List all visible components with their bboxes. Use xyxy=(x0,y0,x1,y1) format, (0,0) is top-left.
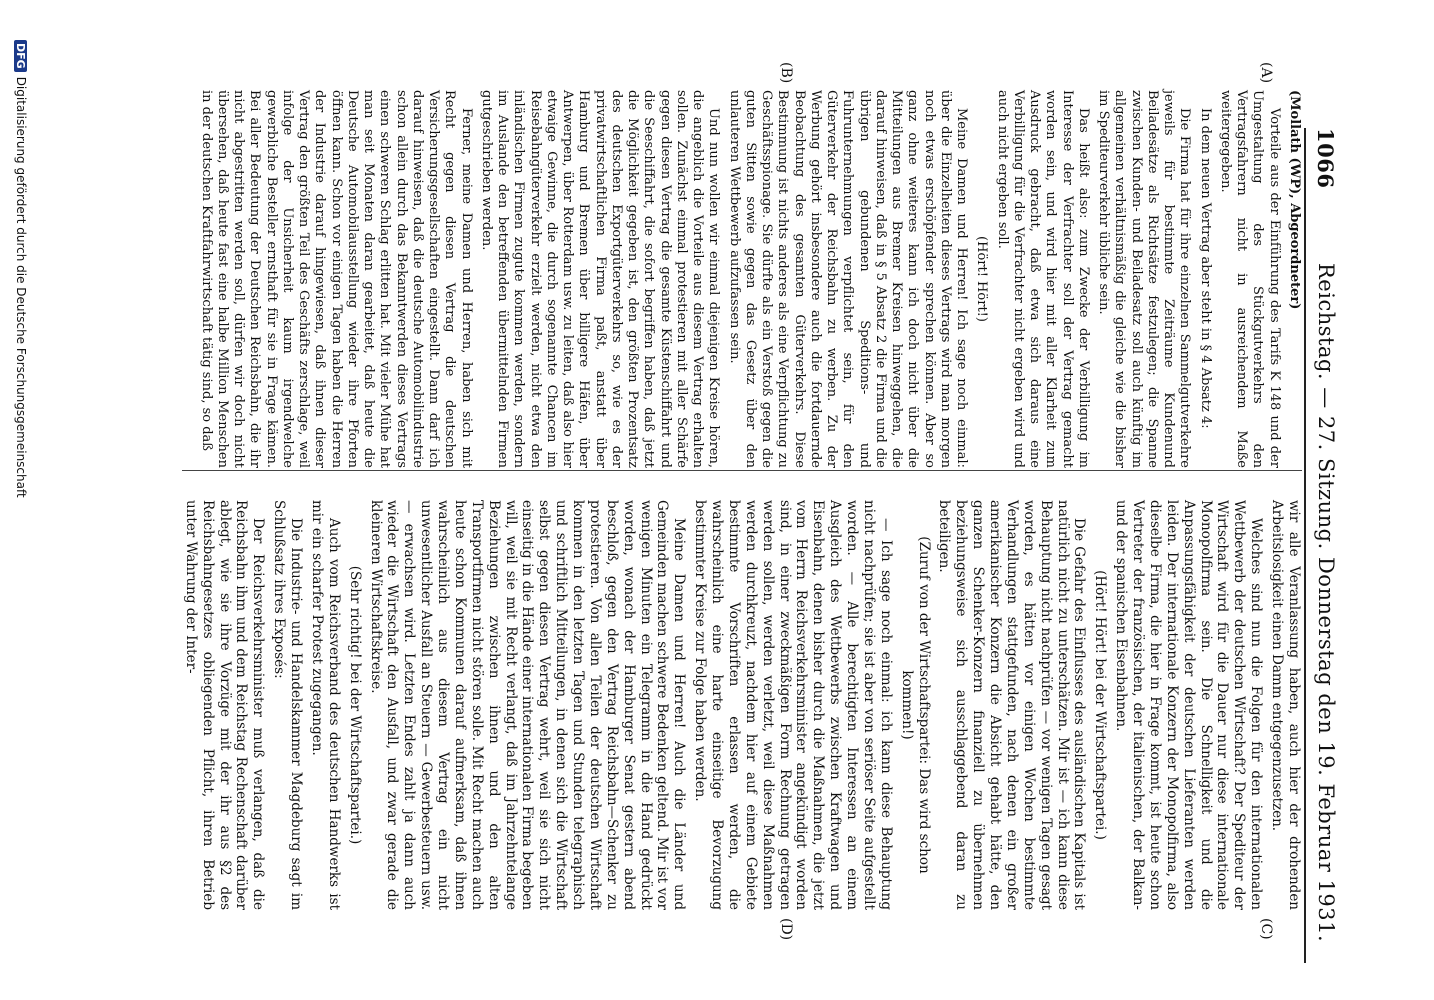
digitization-note-text: Digitalisierung gefördert durch die Deutsche Forschungsgemeinschaft xyxy=(14,76,28,498)
paragraph: (Sehr richtig! bei der Wirtschaftspartei.) xyxy=(346,565,363,845)
paragraph: Auch vom Reichsverband des deutschen Handwerks ist mir ein scharfer Protest zugegangen. xyxy=(309,500,342,910)
header-rule xyxy=(1304,128,1306,963)
paragraph: Meine Damen und Herren! Ich sage noch einmal: über die Einzelheiten dieses Vertrags wird man morgen noch etwas erschöpfender sprechen können. Aber so ganz ohne weiteres kann ich doch nicht über die Mitteilungen aus Bremer Kreisen hinweggehen, die darauf hinweisen, daß in § 5 Absatz 2 die Firma und die übrigen gebundenen Speditions- und Fuhrunternehmungen verpflichtet sein, für den Güterverkehr der Reichsbahn zu werben. Zu der Werbung gehört insbesondere auch die fortdauernde Beobachtung des gesamten Güterverkehrs. Diese Bestimmung ist nichts anderes als eine Verpflichtung zu Geschäftsspionage. Sie dürfte als ein Verstoß gegen die guten Sitten sowie gegen das Gesetz über den unlauteren Wettbewerb aufzufassen sein. xyxy=(726,90,970,468)
paragraph: (Zuruf von der Wirtschaftspartei: Das wird schon kommen!) xyxy=(898,536,932,874)
paragraph: Ferner, meine Damen und Herren, haben sich mit Recht gegen diesen Vertrag die deutschen Versicherungsgesellschaften eingestellt. Dann darf ich darauf hinweisen, daß die deutsche Automobilindustrie schon allein durch das Bekanntwerden dieses Vertrags einen schweren Schlag erlitten hat. Mit vieler Mühe hat man seit Monaten daran gearbeitet, daß heute die Deutsche Automobilausstellung wieder ihre Pforten öffnen kann. Schon vor einigen Tagen haben die Herren der Industrie darauf hingewiesen, daß ihnen dieser Vertrag den größten Teil des Geschäfts zerschlage, weil infolge der Unsicherheit kaum irgendwelche gewerbliche Besteller ernsthaft für sie in Frage kämen. Bei aller Bedeutung der Deutschen Reichsbahn, die ihr nicht abgestritten werden soll, dürfen wir doch nicht übersehen, daß heute fast eine halbe Million Menschen in der deutschen Kraftfahrwirtschaft tätig sind, so daß xyxy=(198,90,474,468)
paragraph: Die Firma hat für ihre einzelnen Sammelgutverkehre jeweils für bestimmte Zeiträume Kundenund Beiladesätze als Richtsätze festzulegen; die Spanne zwischen Kunden- und Beiladesatz soll auch künftig im allgemeinen verhältnismäßig die gleiche wie die bisher im Spediteurverkehr übliche sein. xyxy=(1096,90,1193,468)
paragraph: (Hört! Hört! bei der Wirtschaftspartei.) xyxy=(1092,570,1109,840)
column-divider xyxy=(182,470,1302,471)
digitization-note xyxy=(14,40,28,498)
margin-marker-c: (C) xyxy=(1258,918,1274,940)
margin-marker-a: (A) xyxy=(1258,62,1274,84)
page-header xyxy=(1308,128,1338,960)
paragraph: Der Reichsverkehrsminister muß verlangen, daß die Reichsbahn ihm und dem Reichstag Rechenschaft darüber ablegt, wie sie ihre Vorzüge mit der ihr aus §2 des Reichsbahngesetzes obliegenden Pflicht, ihren Betrieb unter Wahrung der Inter- xyxy=(182,500,267,910)
paragraph: Vorteile aus der Einführung des Tarifs K 148 und der Umgestaltung des Stückgutverkehrs den Vertragsfahrern nicht in ausreichendem Maße weitergegeben. xyxy=(1218,90,1282,468)
paragraph: — Ich sage noch einmal: ich kann diese Behauptung nicht nachprüfen; sie ist aber von seriöser Seite aufgestellt worden. — Alle berechtigten Interessen an einem Ausgleich des Wettbewerbs zwischen Kraftwagen und Eisenbahn, denen bisher durch die Maßnahmen, die jetzt vom Herrn Reichsverkehrsminister angekündigt worden sind, in einer zweckmäßigen Form Rechnung getragen werden sollen, werden verletzt, weil diese Maßnahmen werden durchkreuzt, nachdem hier auf einem Gebiete bestimmte Vorschriften erlassen werden, die wahrscheinlich eine harte einseitige Bevorzugung bestimmter Kreise zur Folge haben werden. xyxy=(692,500,894,910)
right-column xyxy=(178,500,1302,910)
paragraph: Die Industrie- und Handelskammer Magdeburg sagt im Schlußsatz ihres Exposés: xyxy=(271,500,305,910)
paragraph: (Hört! Hört!) xyxy=(974,236,990,322)
margin-marker-d: (D) xyxy=(778,918,794,941)
page-number: 1066 xyxy=(1313,128,1338,189)
paragraph: Die Gefahr des Einflusses des ausländischen Kapitals ist natürlich nicht zu unterschätzen. Mir ist — ich kann diese Behauptung nicht nachprüfen — vor wenigen Tagen gesagt worden, es hätten vor einigen Wochen bestimmte Verhandlungen stattgefunden, nach denen ein großer amerikanischer Konzern die Absicht gehabt hätte, den ganzen Schenker-Konzern finanziell zu übernehmen beziehungsweise sich ausschlaggebend daran zu beteiligen. xyxy=(936,500,1088,910)
left-column xyxy=(194,90,1303,468)
paragraph: wir alle Veranlassung haben, auch hier der drohenden Arbeitslosigkeit einen Damm entgegenzusetzen. xyxy=(1269,500,1302,910)
margin-marker-b: (B) xyxy=(778,62,794,84)
paragraph: In dem neuen Vertrag aber steht in § 4 Absatz 4: xyxy=(1197,108,1213,429)
paragraph: Und nun wollen wir einmal diejenigen Kreise hören, die angeblich die Vorteile aus diesem Vertrag erhalten sollen. Zunächst einmal protestieren mit aller Schärfe gegen diesen Vertrag die gesamte Küstenschiffahrt und die Seeschiffahrt, die sofort begriffen haben, daß jetzt die Möglichkeit gegeben ist, den größten Prozentsatz des deutschen Exportgüterverkehrs so, wie es der privatwirtschaftlichen Firma paßt, anstatt über Hamburg und Bremen über billigere Häfen, über Antwerpen, über Rotterdam usw. zu leiten, daß also hier etwaige Gewinne, die durch sogenannte Chancen im Reisebahngüterverkehr erzielt werden, nicht etwa den inländischen Firmen zugute kommen werden, sondern im Auslande den betreffenden übermittelnden Firmen gutgeschrieben werden. xyxy=(479,90,722,468)
paragraph: Welches sind nun die Folgen für den internationalen Wettbewerb der deutschen Wirtschaft? Der Spediteur der Wirtschaft wird für die Dauer nur diese internationale Monopolfirma sein. Die Schnelligkeit und die Anpassungsfähigkeit der deutschen Lieferanten werden leiden. Der internationale Konzern der Monopolfirma, also dieselbe Firma, die hier in Frage kommt, ist heute schon Vertreter der französischen, der italienischen, der Balkan- und der spanischen Eisenbahnen. xyxy=(1113,500,1265,910)
dfg-logo: DFG xyxy=(14,40,27,72)
paragraph: Das heißt also: zum Zwecke der Verbilligung im Interesse der Verfrachter soll der Vertrag gemacht worden sein, und wird hier mit aller Klarheit zum Ausdruck gebracht, daß etwa sich daraus eine Verbilligung für die Verfrachter nicht ergeben wird und auch nicht ergeben soll. xyxy=(994,90,1091,468)
running-head: Reichstag. — 27. Sitzung. Donnerstag den 19. Februar 1931. xyxy=(1314,263,1338,943)
paragraph: Meine Damen und Herren! Auch die Länder und Gemeinden machen schwere Bedenken geltend. Mir ist vor wenigen Minuten ein Telegramm in die Hand gedrückt worden, wonach der Hamburger Senat gestern abend beschloß, gegen den Vertrag Reichsbahn—Schenker zu protestieren. Von allen Teilen der deutschen Wirtschaft kommen in den letzten Tagen und Stunden telegraphisch und schriftlich Mitteilungen, in denen sich die Wirtschaft selbst gegen diesen Vertrag wehrt, weil sie sich nicht einseitig in die Hände einer internationalen Firma begeben will, weil sie mit Recht verlangt, daß im Jahrzehntelange Beziehungen zwischen ihnen und den alten Transportfirmen nicht stören solle. Mit Recht machen auch heute schon Kommunen darauf aufmerksam, daß ihnen wahrscheinlich aus diesem Vertrag ein nicht unwesentlicher Ausfall an Steuern — Gewerbesteuern usw. — erwachsen wird. Letzten Endes zahlt ja dann auch wieder die Wirtschaft den Ausfall, und zwar gerade die kleineren Wirtschaftskreise. xyxy=(367,500,688,910)
paragraph: (Mollath (WP), Abgeordneter) xyxy=(1287,90,1302,310)
